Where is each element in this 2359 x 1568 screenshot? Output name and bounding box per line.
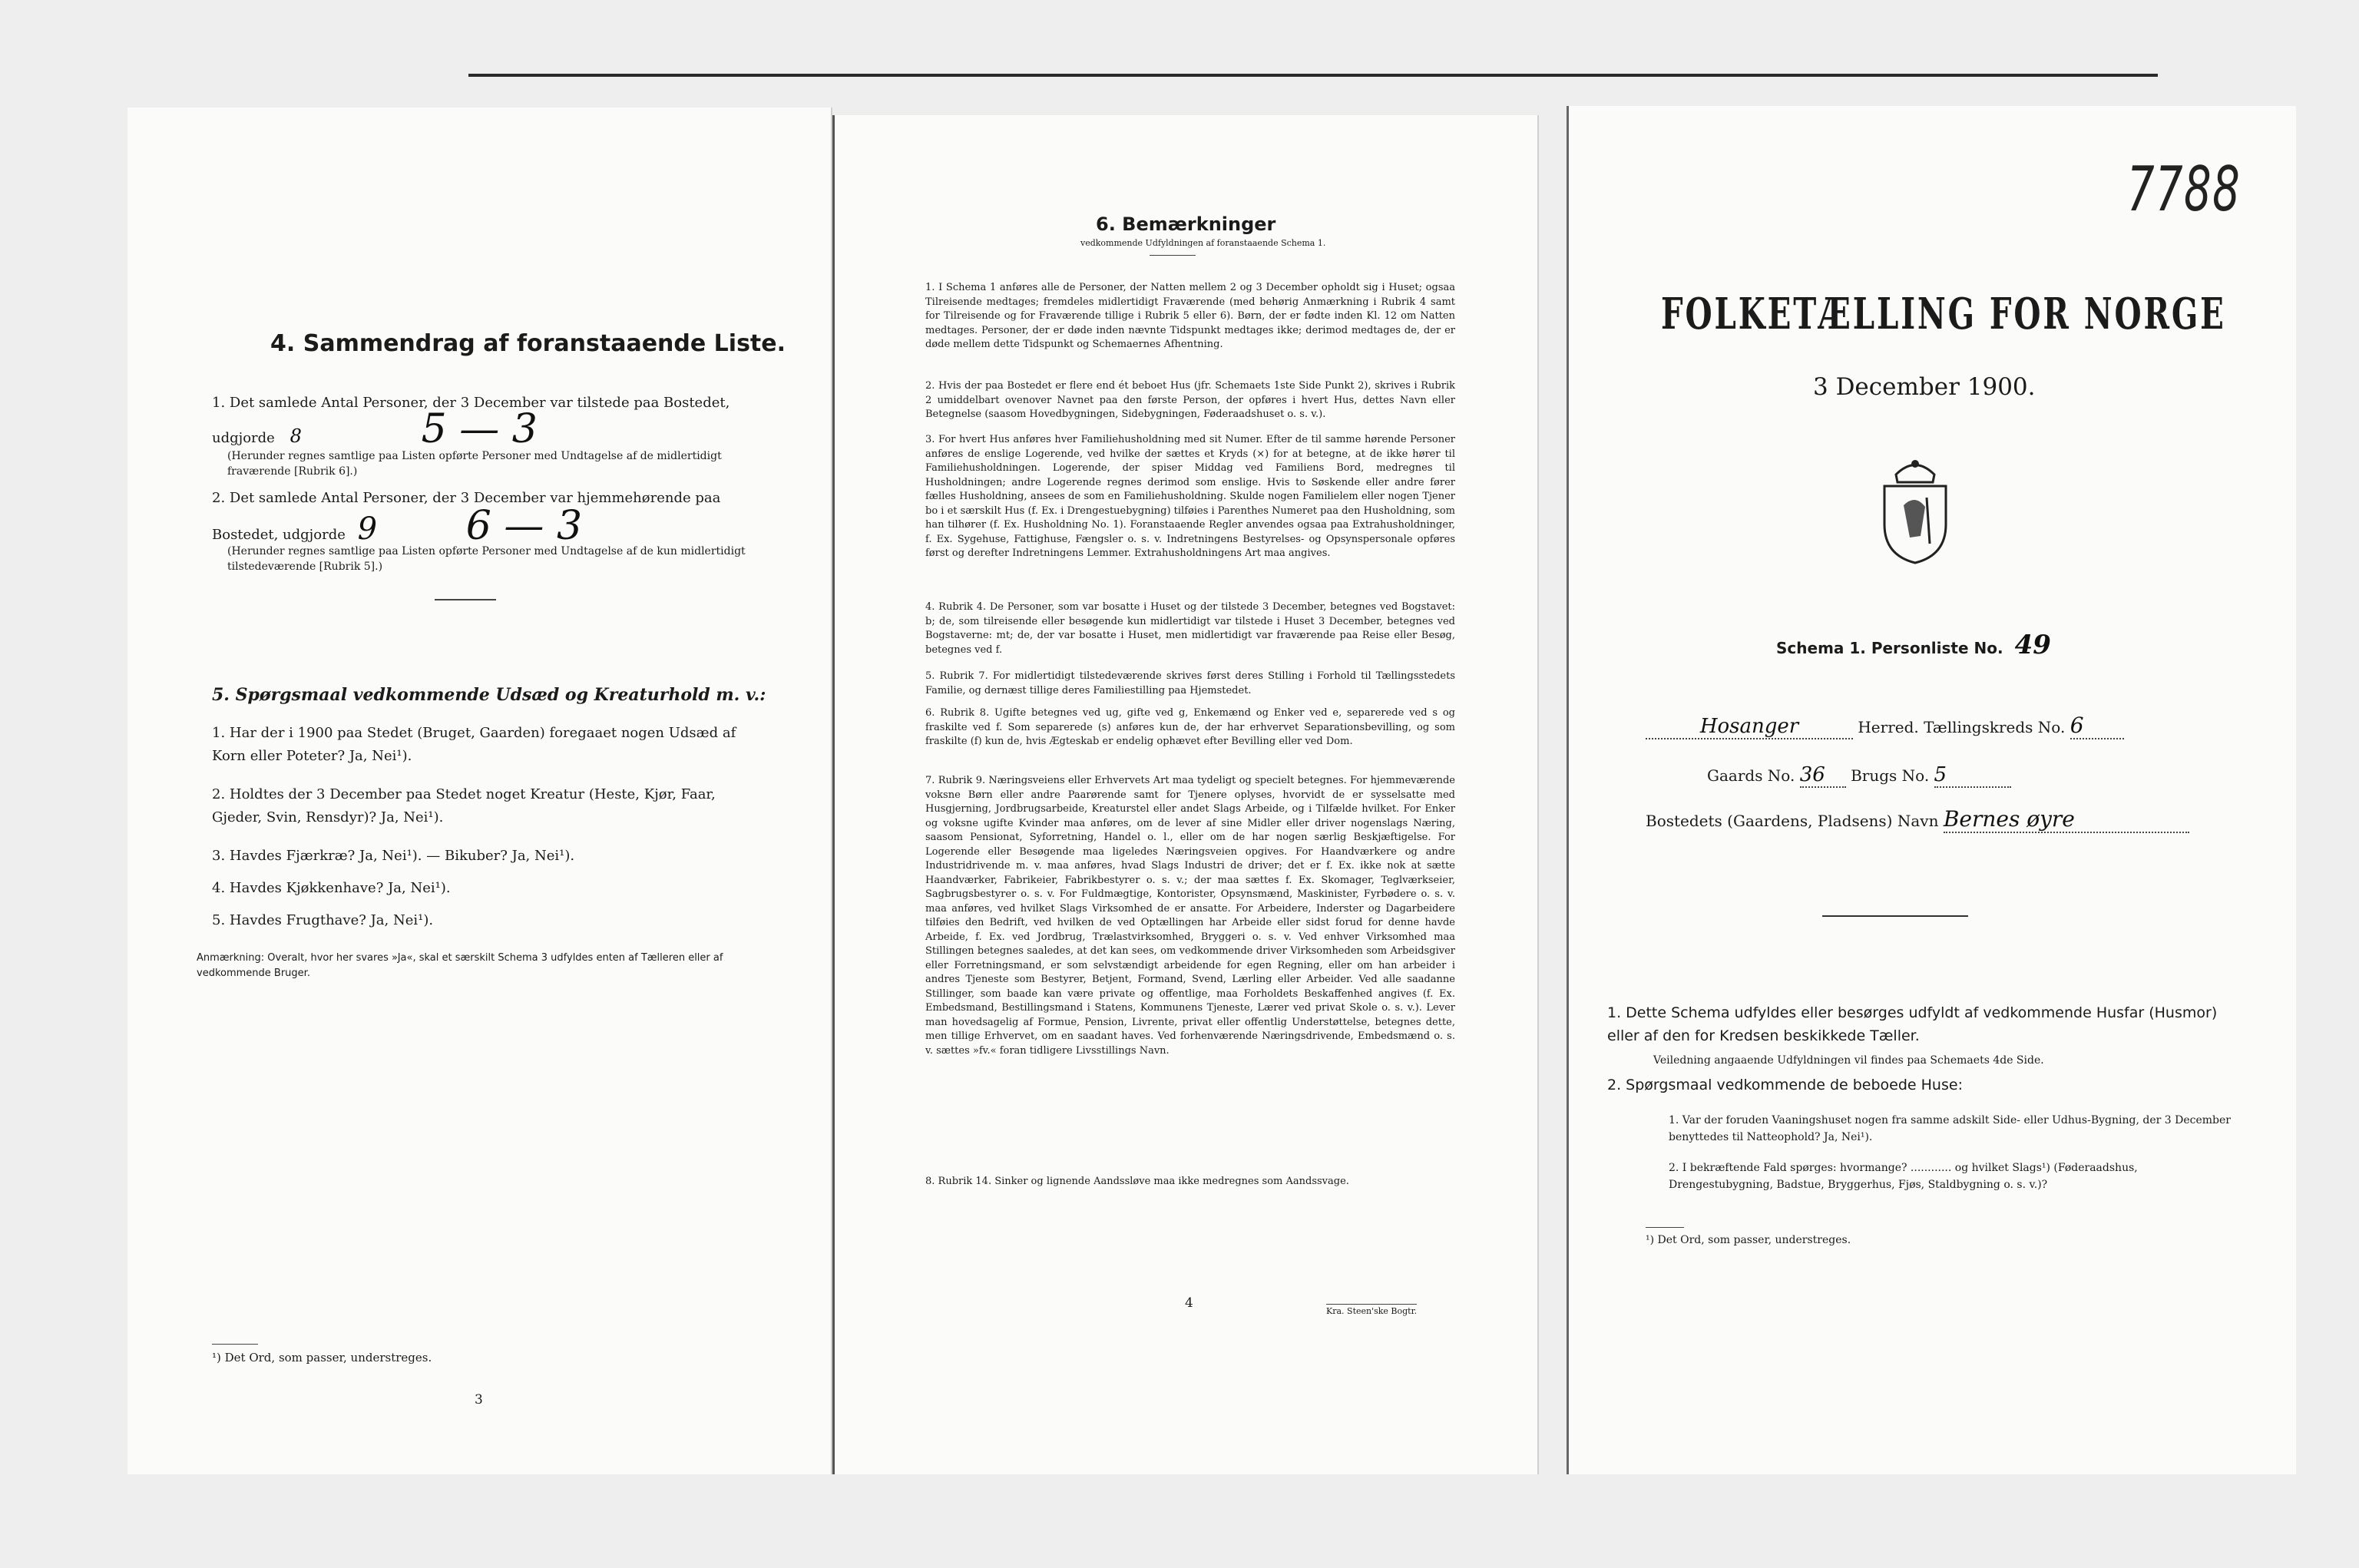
archive-number-handwritten: 7788 [2127,154,2242,225]
summary-q2-answer-row [212,503,773,549]
footnote: ¹) Det Ord, som passer, understreges. [212,1351,432,1365]
remark-item-3: 3. For hvert Hus anføres hver Familiehusholdning med sit Numer. Efter de til samme hørende Personer anføres de enslige Logerende, ved hvilke der sættes et Kryds (×) for at betegne, at de ikke hører til Familiehusholdningen. Logerende, der spiser Middag ved Familiens Bord, medregnes til Husholdningen; andre Logerende regnes derimod som enslige. Hvis to Søskende eller andre fører fælles Husholdning, ansees de som en Familiehusholdning. Skulde nogen Familielem eller nogen Tjener bo i et særskilt Hus (f. Ex. i Drengestuebygning) tilføies i Parenthes Numeret paa den Husholdning, som han tilhører (f. Ex. Husholdning No. 1). Foranstaaende Regler anvendes ogsaa paa Extrahusholdninger, f. Ex. Sygehuse, Fattighuse, Fængsler o. s. v. Indretningens Bestyrelses- og Opsynspersonale opføres først og derefter Indretningens Lemmer. Extrahusholdningens Art maa angives. [925,434,1455,559]
page-4-remarks [832,115,1539,1474]
section-5-question-1: 1. Har der i 1900 paa Stedet (Bruget, Gaarden) foregaaet nogen Udsæd af Korn eller Poteter? Ja, Nei¹). [212,725,736,764]
section-5-question-3: 3. Havdes Fjærkræ? Ja, Nei¹). — Bikuber? Ja, Nei¹). [212,848,575,864]
q2-total-handwritten: 9 [357,511,378,547]
cover-instruction-2: 2. Spørgsmaal vedkommende de beboede Huse: [1607,1077,1963,1093]
gaards-number-handwritten: 36 [1800,763,1846,788]
brugs-number-handwritten: 5 [1934,763,2011,788]
herred-value-handwritten: Hosanger [1646,715,1853,739]
bosted-label: Bostedets (Gaardens, Pladsens) Navn [1646,812,1939,830]
herred-label: Herred. Tællingskreds No. [1858,718,2066,736]
section-5-question-4: 4. Havdes Kjøkkenhave? Ja, Nei¹). [212,880,451,896]
cover-question-2-1: 1. Var der foruden Vaaningshuset nogen fra samme adskilt Side- eller Udhus-Bygning, der 3 December benyttedes til Natteophold? Ja, Nei¹). [1669,1114,2231,1143]
q1-label: udgjorde [212,430,275,446]
cover-instruction-1: 1. Dette Schema udfyldes eller besørges udfyldt af vedkommende Husfar (Husmor) eller af den for Kredsen beskikkede Tæller. [1607,1004,2218,1044]
cover-page [1567,106,2296,1474]
cover-footnote-rule [1646,1227,1684,1228]
section-5-question-2: 2. Holdtes der 3 December paa Stedet noget Kreatur (Heste, Kjør, Faar, Gjeder, Svin, Rensdyr)? Ja, Nei¹). [212,786,716,825]
top-scan-line [468,74,2158,77]
remark-item-2: 2. Hvis der paa Bostedet er flere end ét beboet Hus (jfr. Schemaets 1ste Side Punkt 2), skrives i Rubrik 2 umiddelbart ovenover Navnet paa den første Person, der opføres i hvert Hus, dettes Navn eller Betegnelse (saasom Hovedbygningen, Sidebygningen, Føderaadshuset o. s. v.). [925,380,1455,420]
remark-item-8: 8. Rubrik 14. Sinker og lignende Aandssløve maa ikke medregnes som Aandssvage. [925,1176,1349,1187]
remark-item-7: 7. Rubrik 9. Næringsveiens eller Erhvervets Art maa tydeligt og specielt betegnes. For hjemmeværende voksne Børn eller andre Paarørende samt for Tjenere oplyses, hvorvidt de er sysselsatte med Husgjerning, Jordbrugsarbeide, Kreaturstel eller andet Slags Arbeide, og i Tilfælde hvilket. For Enker og voksne ugifte Kvinder maa anføres, om de lever af sine Midler eller driver nogenslags Næring, saasom Pensionat, Syforretning, Handel o. l., eller om de har nogen særlig Beskjæftigelse. For Logerende eller Besøgende maa ligeledes Næringsveien opgives. For Haandværkere og andre Industridrivende m. v. maa anføres, hvad Slags Industri de driver; det er f. Ex. ikke nok at sætte Haandværker, Fabrikeier, Fabrikbestyrer o. s. v.; der maa sættes f. Ex. Skomager, Teglværkseier, Sagbrugsbestyrer o. s. v. For Fuldmægtige, Kontorister, Opsynsmænd, Maskinister, Fyrbødere o. s. v. maa anføres, ved hvilket Slags Virksomhed de er ansatte. For Arbeidere, Inderster og Dagarbeidere tilføies den Bedrift, ved hvilken de ved Optællingen har Arbeide eller sidst forud for denne havde Arbeide, f. Ex. ved Jordbrug, Trælastvirksomhed, Bryggeri o. s. v. Ved enhver Virksomhed maa Stillingen betegnes saaledes, at det kan sees, om vedkommende driver Virksomheden som Arbeidsgiver eller Forretningsmand, er som selvstændigt arbeidende for egen Regning, eller om han arbeider i andres Tjeneste som Bestyrer, Betjent, Formand, Svend, Lærling eller Arbeider. Ved alle saadanne Stillinger, som baade kan være private og offentlige, maa Forholdets Beskaffenhed angives (f. Ex. Embedsmand, Bestillingsmand i Statens, Kommunens Tjeneste, Lærer ved privat Skole o. s. v.). Lever man hovedsagelig af Formue, Pension, Livrente, privat eller offentlig Understøttelse, betegnes dette, men tillige Erhvervet, om en saadant haves. Ved forhenværende Næringsdrivende, Embedsmænd o. s. v. sættes »fv.« foran tidligere Livsstillings Navn. [925,775,1455,1057]
bosted-line [1646,806,2189,833]
cover-date: 3 December 1900. [1813,373,2036,401]
q2-label: Bostedet, udgjorde [212,527,346,543]
q1-breakdown-handwritten: 5 — 3 [421,406,538,452]
cover-title: FOLKETÆLLING FOR NORGE [1661,289,2226,339]
schema-line [1776,630,2051,660]
summary-question-2: 2. Det samlede Antal Personer, der 3 December var hjemmehørende paa [212,490,721,506]
q2-note: (Herunder regnes samtlige paa Listen opførte Personer med Undtagelse af de kun midlertidigt tilstedeværende [Rubrik 5].) [227,545,746,573]
section-5-title: 5. Spørgsmaal vedkommende Udsæd og Kreaturhold m. v.: [212,685,766,705]
page-number-4: 4 [1185,1295,1193,1311]
section-5-remark: Anmærkning: Overalt, hvor her svares »Ja«, skal et særskilt Schema 3 udfyldes enten af Tælleren eller af vedkommende Bruger. [197,952,723,979]
cover-instruction-1-note: Veiledning angaaende Udfyldningen vil findes paa Schemaets 4de Side. [1653,1054,2044,1067]
remark-item-1: 1. I Schema 1 anføres alle de Personer, der Natten mellem 2 og 3 December opholdt sig i Huset; ogsaa Tilreisende medtages; fremdeles midlertidigt Fraværende (med behørig Anmærkning i Rubrik 4 samt for Tilreisende og for Fraværende tillige i Rubrik 5 eller 6). Børn, der er fødte inden Kl. 12 om Natten medtages. Personer, der er døde inden nævnte Tidspunkt medtages ikke; derimod medtages de, der er døde mellem dette Tidspunkt og Schemaernes Afhentning. [925,282,1455,350]
norway-coat-of-arms-icon [1873,452,1957,567]
section-4-title: 4. Sammendrag af foranstaaende Liste. [270,330,786,357]
page-3-summary [127,108,832,1474]
schema-label: Schema 1. Personliste No. [1776,639,2003,657]
printer-imprint: Kra. Steen'ske Bogtr. [1326,1304,1417,1316]
remarks-title: 6. Bemærkninger [1096,213,1276,235]
summary-question-1: 1. Det samlede Antal Personer, der 3 December var tilstede paa Bostedet, [212,395,730,411]
remark-item-5: 5. Rubrik 7. For midlertidigt tilstedeværende skrives først deres Stilling i Forhold til Tællingsstedets Familie, og dernæst tillige deres Familiestilling paa Hjemstedet. [925,670,1455,696]
divider [435,599,496,600]
footnote-rule [212,1344,258,1345]
cover-question-2-2: 2. I bekræftende Fald spørges: hvormange? ............ og hvilket Slags¹) (Føderaadshus, Drengestubygning, Badstue, Bryggerhus, Fjøs, Staldbygning o. s. v.)? [1669,1162,2138,1191]
brugs-label: Brugs No. [1851,766,1930,785]
remark-item-4: 4. Rubrik 4. De Personer, som var bosatte i Huset og der tilstede 3 December, betegnes ved Bogstavet: b; de, som tilreisende eller besøgende kun midlertidigt var tilstede i Huset 3 December, betegnes ved Bogstaverne: mt; de, der var bosatte i Huset, men midlertidigt var fraværende paa Reise eller Besøg, betegnes ved f. [925,601,1455,656]
remarks-subtitle: vedkommende Udfyldningen af foranstaaende Schema 1. [1080,238,1326,248]
q1-total-handwritten: 8 [289,425,302,447]
cover-footnote: ¹) Det Ord, som passer, understreges. [1646,1234,1851,1246]
cover-divider [1822,915,1968,917]
bosted-value-handwritten: Bernes øyre [1944,806,2189,833]
q2-breakdown-handwritten: 6 — 3 [465,503,583,549]
kreds-number-handwritten: 6 [2070,713,2124,739]
remarks-rule [1150,255,1196,256]
page-number-3: 3 [475,1392,483,1408]
gaards-line [1707,763,2011,788]
section-5-question-5: 5. Havdes Frugthave? Ja, Nei¹). [212,912,434,928]
gaards-label: Gaards No. [1707,766,1795,785]
summary-q1-answer-row [212,406,773,452]
q1-note: (Herunder regnes samtlige paa Listen opførte Personer med Undtagelse af de midlertidigt fraværende [Rubrik 6].) [227,450,722,478]
personliste-number-handwritten: 49 [2014,630,2051,660]
herred-line [1646,713,2124,739]
remark-item-6: 6. Rubrik 8. Ugifte betegnes ved ug, gifte ved g, Enkemænd og Enker ved e, separerede ved s og fraskilte ved f. Som separerede (s) anføres kun de, der har erhvervet Separationsbevilling, og som fraskilte (f) kun de, hvis Ægteskab er endelig ophævet efter Bevilling eller ved Dom. [925,707,1455,747]
